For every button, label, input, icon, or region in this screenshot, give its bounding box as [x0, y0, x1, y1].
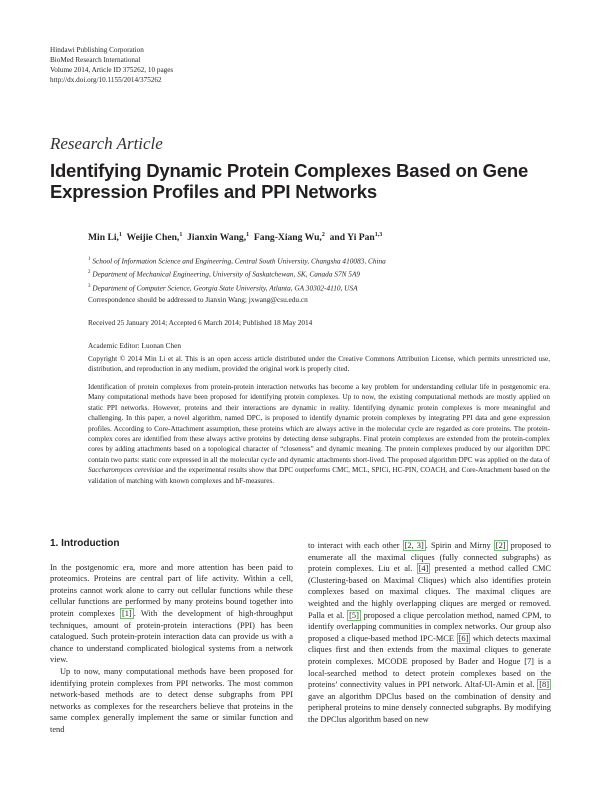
paragraph: to interact with each other [2, 3] . Spirin and Mirny [2] proposed to enumerate all the maximal cliques (fully connected subgraphs) as protein complexes. Liu et al. [4] presented a method called CMC (Clustering-based on Maximal Cliques) which also identifies protein complexes based on maximal cliques. The maximal cliques are weighted and the highly overlapping cliques are merged or removed. Palla et al. [5] proposed a clique percolation method, named CPM, to identify overlapping communities in complex networks. Our group also proposed a clique-based method IPC-MCE [6] which detects maximal cliques first and then extends from the maximal cliques to generate protein complexes. MCODE proposed by Bader and Hogue [7] is a local-searched method to detect protein complexes based on the proteins’ connectivity values in PPI network. Altaf-Ul-Amin et al. [8] gave an algorithm DPClus based on the combination of density and peripheral proteins to mine densely connected subgraphs. By modifying the DPClus algorithm based on new	[308, 541, 551, 724]
citation-link[interactable]: [8]	[539, 680, 549, 690]
paragraph: In the postgenomic era, more and more attention has been paid to proteomics. Proteins are central part of life activity. Within a cell, proteins cannot work alone to carry out cellular functions while these cellular functions are performed by many proteins bound together into protein complexes [1] . With the development of high-throughput techniques, amount of protein-protein interactions (PPI) has been catalogued. Such protein-protein interaction data can provide us with a chance to understand complicated biological systems from a network view.	[50, 562, 293, 665]
journal-name: BioMed Research International	[50, 56, 141, 64]
citation-link[interactable]: [4]	[418, 564, 429, 574]
paragraph: Up to now, many computational methods have been proposed for identifying protein complexes from PPI networks. The most common network-based methods are to detect dense subgraphs from PPI networks as complexes for the researchers believe that proteins in the same complex generally implement the same or similar function and tend	[50, 666, 293, 734]
paper-title: Identifying Dynamic Protein Complexes Based on Gene Expression Profiles and PPI Networks	[50, 160, 529, 202]
abstract: Identification of protein complexes from protein-protein interaction networks has become a key problem for understanding cellular life in postgenomic era. Many computational methods have been proposed for identifying protein complexes. Up to now, the existing computational methods are mostly applied on static PPI networks. However, proteins and their interactions are dynamic in reality. Identifying dynamic protein complexes is more meaningful and challenging. In this paper, a novel algorithm, named DPC, is proposed to identify dynamic protein complexes by integrating PPI data and gene expression profiles. According to Core-Attachment assumption, these proteins which are always active in the molecular cycle are regarded as core proteins. The protein-complex cores are identified from these always active proteins by detecting dense subgraphs. Final protein complexes are extended from the protein-complex cores by adding attachments based on a topological character of “closeness” and dynamic meaning. The protein complexes produced by our algorithm DPC contain two parts: static core expressed in all the molecular cycle and dynamic attachments short-lived. The proposed algorithm DPC was applied on the data of Saccharomyces cerevisiae and the experimental results show that DPC outperforms CMC, MCL, SPICi, HC-PIN, COACH, and Core-Attachment based on the validation of matching with known complexes and hF-measures.	[88, 383, 550, 485]
body-column-right	[308, 540, 551, 726]
affiliation: $^3$ Department of Computer Science, Georgia State University, Atlanta, GA 30302-4110, USA	[88, 283, 358, 293]
volume-info: Volume 2014, Article ID 375262, 10 pages	[50, 66, 174, 74]
affiliation-list	[88, 254, 386, 294]
affiliation: $^1$ School of Information Science and Engineering, Central South University, Changsha 410083, China	[88, 256, 386, 266]
body-column-left	[50, 538, 293, 736]
author-list	[88, 232, 382, 243]
publication-dates: Received 25 January 2014; Accepted 6 March 2014; Published 18 May 2014	[88, 318, 313, 327]
author: Jianxin Wang,$^1$	[187, 232, 250, 244]
doi-link[interactable]: http://dx.doi.org/10.1155/2014/375262	[50, 76, 162, 84]
citation-link[interactable]: [2]	[495, 541, 506, 550]
citation-link[interactable]: [6]	[458, 633, 469, 643]
publisher-info	[50, 45, 173, 85]
section-heading: 1. Introduction	[50, 538, 120, 549]
correspondence: Correspondence should be addressed to Jianxin Wang; jxwang@csu.edu.cn	[88, 295, 308, 304]
author: Fang-Xiang Wu,$^2$	[253, 232, 325, 244]
publisher-name: Hindawi Publishing Corporation	[50, 46, 144, 54]
citation-link[interactable]: [2, 3]	[404, 541, 424, 550]
citation-link[interactable]: [5]	[349, 610, 359, 620]
copyright-notice: Copyright © 2014 Min Li et al. This is an open access article distributed under the Creative Commons Attribution License, which permits unrestricted use, distribution, and reproduction in any medium, provided the original work is properly cited.	[88, 355, 550, 374]
author: and Yi Pan$^{1,3}$	[329, 232, 383, 244]
species-name: Saccharomyces cerevisiae	[88, 466, 164, 475]
author: Weijie Chen,$^1$	[126, 232, 183, 244]
author: Min Li,$^1$	[88, 232, 122, 244]
article-type: Research Article	[50, 134, 163, 153]
affiliation: $^2$ Department of Mechanical Engineering, University of Saskatchewan, SK, Canada S7N 5A9	[88, 269, 361, 279]
citation-link[interactable]: [1]	[121, 608, 132, 618]
academic-editor: Academic Editor: Luonan Chen	[88, 341, 182, 350]
